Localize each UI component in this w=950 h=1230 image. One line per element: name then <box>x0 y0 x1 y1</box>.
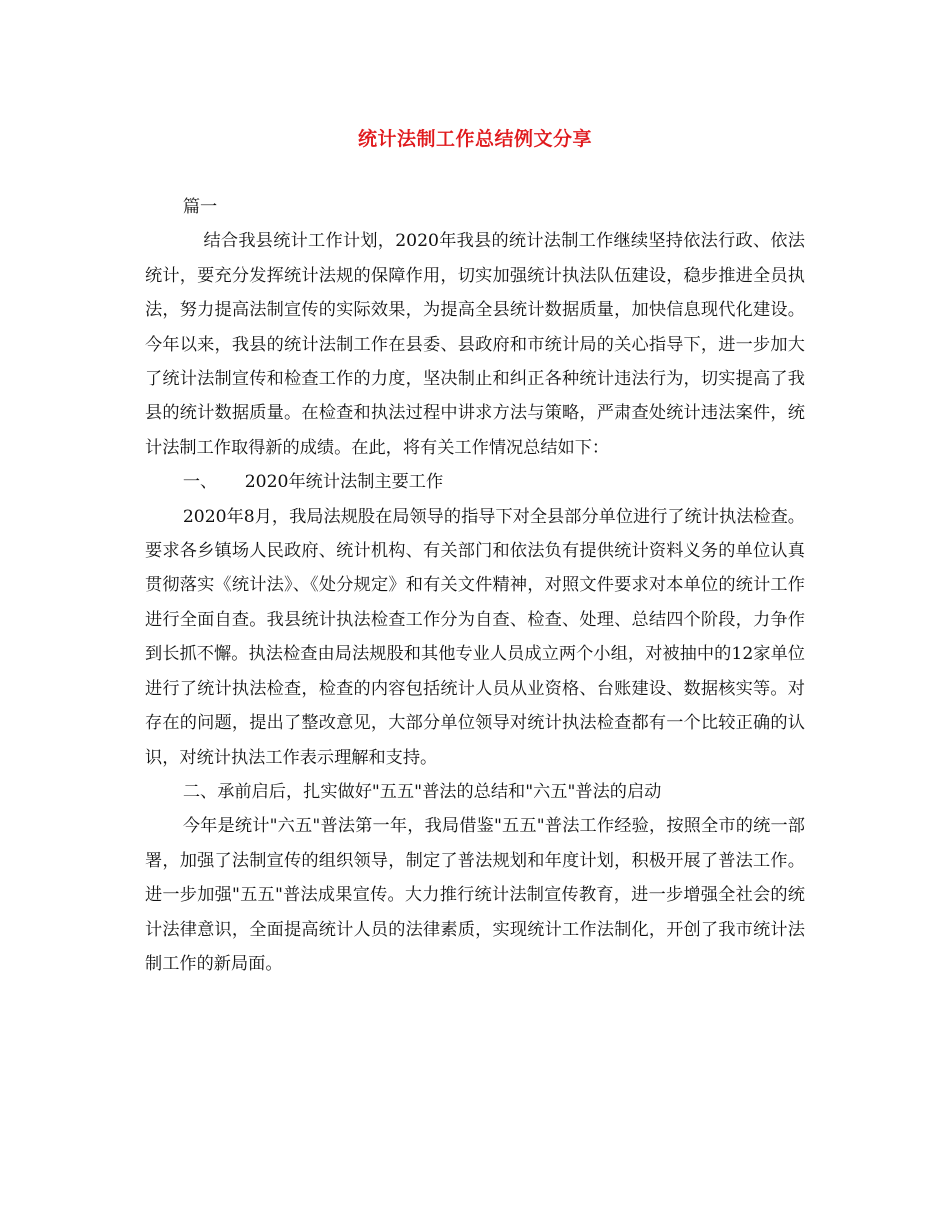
section-1-title: 2020年统计法制主要工作 <box>244 472 444 493</box>
part-label: 篇一 <box>182 197 218 217</box>
section-1-paragraph: 2020年8月，我局法规股在局领导的指导下对全县部分单位进行了统计执法检查。要求各乡镇场人民政府、统计机构、有关部门和依法负有提供统计资料义务的单位认真贯彻落实《统计法》、《处分规定》和有关文件精神，对照文件要求对本单位的统计工作进行全面自查。我县统计执法检查工作分为自查、检查、处理、总结四个阶段，力争作到长抓不懈。执法检查由局法规股和其他专业人员成立两个小组，对被抽中的12家单位进行了统计执法检查，检查的内容包括统计人员从业资格、台账建设、数据核实等。对存在的问题，提出了整改意见，大部分单位领导对统计执法检查都有一个比较正确的认识，对统计执法工作表示理解和支持。 <box>145 506 805 768</box>
intro-paragraph: 结合我县统计工作计划，2020年我县的统计法制工作继续坚持依法行政、依法统计，要充分发挥统计法规的保障作用，切实加强统计执法队伍建设，稳步推进全员执法，努力提高法制宣传的实际效果，为提高全县统计数据质量，加快信息现代化建设。今年以来，我县的统计法制工作在县委、县政府和市统计局的关心指导下，进一步加大了统计法制宣传和检查工作的力度，坚决制止和纠正各种统计违法行为，切实提高了我县的统计数据质量。在检查和执法过程中讲求方法与策略，严肃查处统计违法案件，统计法制工作取得新的成绩。在此，将有关工作情况总结如下： <box>145 231 805 458</box>
section-2-heading: 二、承前启后，扎实做好"五五"普法的总结和"六五"普法的启动 <box>182 781 662 802</box>
section-2-paragraph: 今年是统计"六五"普法第一年，我局借鉴"五五"普法工作经验，按照全市的统一部署，加强了法制宣传的组织领导，制定了普法规划和年度计划，积极开展了普法工作。进一步加强"五五"普法成果宣传。大力推行统计法制宣传教育，进一步增强全社会的统计法律意识，全面提高统计人员的法律素质，实现统计工作法制化，开创了我市统计法制工作的新局面。 <box>145 816 805 974</box>
section-1-heading <box>145 465 805 499</box>
document-title: 统计法制工作总结例文分享 <box>357 128 592 150</box>
document-body <box>145 190 805 981</box>
section-1-number: 一、 <box>182 472 218 493</box>
